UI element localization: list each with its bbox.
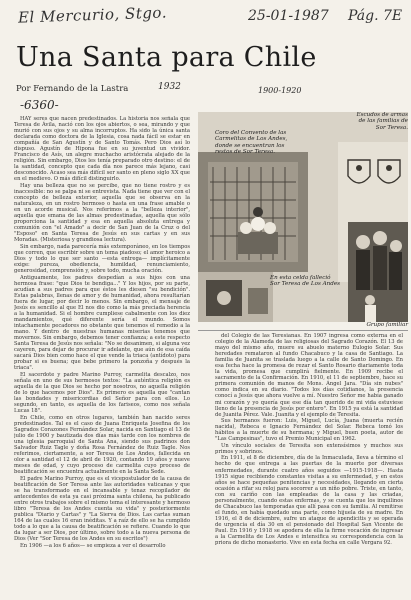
- handwritten-page-note: Pág. 7E: [348, 8, 403, 24]
- article-byline: Por Fernando de la Lastra: [16, 84, 129, 94]
- photo-divider: [198, 330, 408, 331]
- paragraph: del Colegio de las Teresianas. En 1907 ingresa como externa en el colegio de la Alameda de las religiosas del Sagrado Corazón. El 13 de mayo del mismo año, muere su abuelo materno Eulogio Solar. Sus heredades remataron al fundo Chacabuco y la casa de Santiago. La familia de Juanita se traslada luego a la calle de Santo Domingo. En esa fecha hace la promesa de rezar el Santo Rosario diariamente toda la vida, promesa que cumplirá fielmente. En 1909 recibe el sacramento de la Confirmación. En 1910, el 11 de septiembre, hace su primera comunión de manos de Mons. Ángel Jara. "Día sin nubes" como indica en su diario. "Todos los días cotidianos, la presencia conocí a Jesús que ahora vuelve a mí. Nuestro Señor me había ganado mi corazón y yo quería que ese día tan querido de mi vida estuviese lleno de la presencia de Jesús por entero". En 1915 ya está la santidad de Juanita Pérez. Vale. Juanita y el ejemplo de Teresita.: [215, 333, 403, 418]
- handwritten-source-note: El Mercurio, Stgo.: [17, 3, 168, 27]
- handwritten-years-note: 1900-1920: [258, 86, 302, 95]
- paragraph: Sus hermanos fueron: Luis, Miguel, Lucía, Juana (muerta recién nacida), Rebeca e Ignacio Fernández del Solar. Rebeca tomó los hábitos a la muerte de su hermana; y Miguel, buen poeta, autor de "Las Campesinas", tuvo el Premio Municipal en 1962.: [215, 418, 403, 443]
- handwritten-code-note: -6360-: [20, 98, 59, 112]
- handwritten-date-note: 25-01-1987: [248, 8, 329, 24]
- paragraph: Antiguamente, los padres despedían a sus hijos con una hermosa frase: "que Dios te bendiga..." Y los hijos, por su parte, acudían a sus padres para que éstos les diesen "su bendición". Estas palabras, llenas de amor y de humanidad, ahora resultarían fuera de lugar, por decir lo menos. Sin embargo, el mensaje de Jesús es sencillo al que El nos dio como la más preciada herencia a la humanidad. Si el hombre cumpliese cabalmente con los diez mandamientos, qué diferente sería el mundo. Somos intachamente pecadores no obstante que tenemos el remedio a la mano. Y dentro de nuestras humanas miserias tenemos que movernos. Sin embargo, debemos tener confianza; a este respecto Santa Teresa de Jesús nos señala: "No se desanimen, si alguna vez cayeren, para dejar de procurar ir adelante, que aún de esa caída sacará Dios bien como hace el que vende la triaca (antídoto) para probar si es buena; que bebe primero la ponzoña y después la triaca".: [14, 274, 190, 372]
- caption-coro: Coro del Convento de las Carmelitas de Los Andes, donde se encuentran los restos de Sor Teresa.: [215, 130, 288, 156]
- article-column-2: [215, 333, 403, 594]
- caption-celda: En esta celda falleció Sor Teresa de Los Andes: [270, 275, 341, 288]
- caption-grupo-familiar: Grupo familiar: [366, 322, 408, 328]
- paragraph: Un vínculo sociales de Teresita son extensísimos y muchos sus primos y sobrinos.: [215, 442, 403, 455]
- paragraph: En 1911, el 8 de diciembre, día de la Inmaculada, lleva a término el hecho de que entrega a las puertas de la muerte por diversas enfermedades, durante cuatro años seguidos —1915-1918—. Hasta 1915 sigue recibiendo constantes visitas a su enfermedad, y en estos años se hace pequeñas penitencias y necesidades, llegando en cierta ocasión a rifar su reloj para socorrer a un niño pobre. Triste, en tanto, con su cariño con las empleadas de la casa y las criadas, personalmente, cuando estas enfermas, y se cuenta que los inquilinos de Chacabuco las temporadas que allí pasa con su familia. Al remitirse el fundo, en había quedado una parte, como hijuela de su madre. En 1916, el 8 de diciembre, sufre un ataque de apendicitis y se operada de urgencia el día 30 en el pensionado del Hospital San Vicente de Paul. En 1916 y 1918 se apodera de ella la firme vocación de ingresar a la Carmelita de Los Andes e intensifica su correspondencia con la priora de dicho monasterio. Vive en esta fecha en calle Vergara 92.: [215, 455, 403, 547]
- paragraph: El sacerdote y padre Marino Purroy, carmelita descalzo, nos señala en uno de sus hermosos textos: "La auténtica religión es aquella de la que Dios se hecho por nosotros, no aquella religión de lo que hacemos por Dios". Es primero es aquella que "cantan las bondades y misericordias del Señor para con ellos. Lo segundo, en tanto, es aquella de los fariseos, como nos señala Lucas 18".: [14, 371, 190, 415]
- paragraph: HAY seres que nacen predestinados. La historia nos señala que Teresa de Ávila, nació con los ojos abiertos, o sea, mirando y que murió con sus ojos y su alma incorruptos. Ha sido la única santa declarada como doctora de la Iglesia, cosa nada fácil se estar en compañía de San Agustín y de Santo Tomás. Pero Dios así lo dispuso. Agustín de Hipona fue en su juventud un vividor. Francisco de Asís, un alegre muchacho aristócrata alejado de la religión. Sin embargo, Dios les tenía preparado otro destino: el de la santidad, concepto que cada día nos parece más lejano, casi desconocido. Acaso sea más difícil ser santo en pleno siglo XX que en el medievo. O más difícil distinguirlo.: [14, 116, 190, 183]
- paragraph: En 1906 —a los 6 años— se empieza a ver el desarrollo: [20, 542, 166, 549]
- caption-escudos: Escudos de armas de las familias de Sor Teresa.: [356, 112, 408, 131]
- paragraph: Hay una belleza que no se percibe, que no tiene rostro y es inaccesible: no se palpa ni se entrevista. Nada tiene que ver con el concepto de belleza exterior, aquella que se observa en la naturaleza, en un rostro hermoso o hasta en una frase amable o en un acorde musical. Nos referimos a la "belleza interior", aquella que emana de las almas predestinadas, aquella que sólo proporciona la santidad y esa en aquella absoluta entrega y comunión con "el Amado" a decir de San Juan de la Cruz o del "Esposo" en Santa Teresa de Jesús en sus cartas y en sus Moradas. (Misteriosa y grandiosa lectura).: [14, 183, 190, 244]
- paragraph: Sin embargo, nada parecería más extemporáneo, en los tiempos que corren, que escribir sobre un tema piadoso; el amor heroico a Dios y todo lo que ser santo —esta entrega— implícitamente exige: pureza, obediencia, humildad, renunciamiento, generosidad, comprensión y, sobre todo, mucha oración.: [14, 243, 190, 275]
- article-title: Una Santa para Chile: [16, 42, 317, 73]
- article-column-1: [14, 116, 190, 594]
- paragraph: En Chile, como en otros lugares, también han nacido seres predestinados. Tal es el caso de Juana Enriqueta Josefina de los Sagrados Corazones Fernández Solar, nacida en Santiago el 13 de julio de 1900 y bautizada dos días más tarde con los nombres de una iglesia parroquial de Santa Ana, siendo sus padrinos don Salvador Ruiz Tagle y doña Rosa Fernández de Ruiz Tagle. Nos referimos, ciertamente, a sor Teresa de Los Andes, fallecida en olor a santidad el 12 de abril de 1920, contando 19 años y nueve meses de edad, y cuyo proceso de carmelita cuyo proceso de beatificación se encuentra actualmente en la Santa Sede.: [14, 414, 190, 476]
- paragraph: El padre Marino Purroy, que es el vicepostulador de la causa de beatificación de Sor Teresa ante las autoridades vaticanas y que se ha transformado en el incansable y tenaz recopilador de antecedentes de esta ya casi próxima santa chilena, ha publicado entre otros trabajos sobre el mismo tema el interesante y hermoso libro "Teresa de los Andes cuenta su vida" y posteriormente publica "Diario y Cartas" y "La Sierva de Dios. Las cartas suman 164 de las cuales 16 eran inéditas. Y a raíz de ello se ha cumplido todo a lo que a la causa de beatificación se refiere. Cuando lo que da lugar a ser Dios, por último, sobre todo a la nueva persona de Dios (Ver "Sor Teresa de los Andes en su escritos"): [14, 475, 190, 543]
- handwritten-year-note: 1932: [158, 82, 181, 92]
